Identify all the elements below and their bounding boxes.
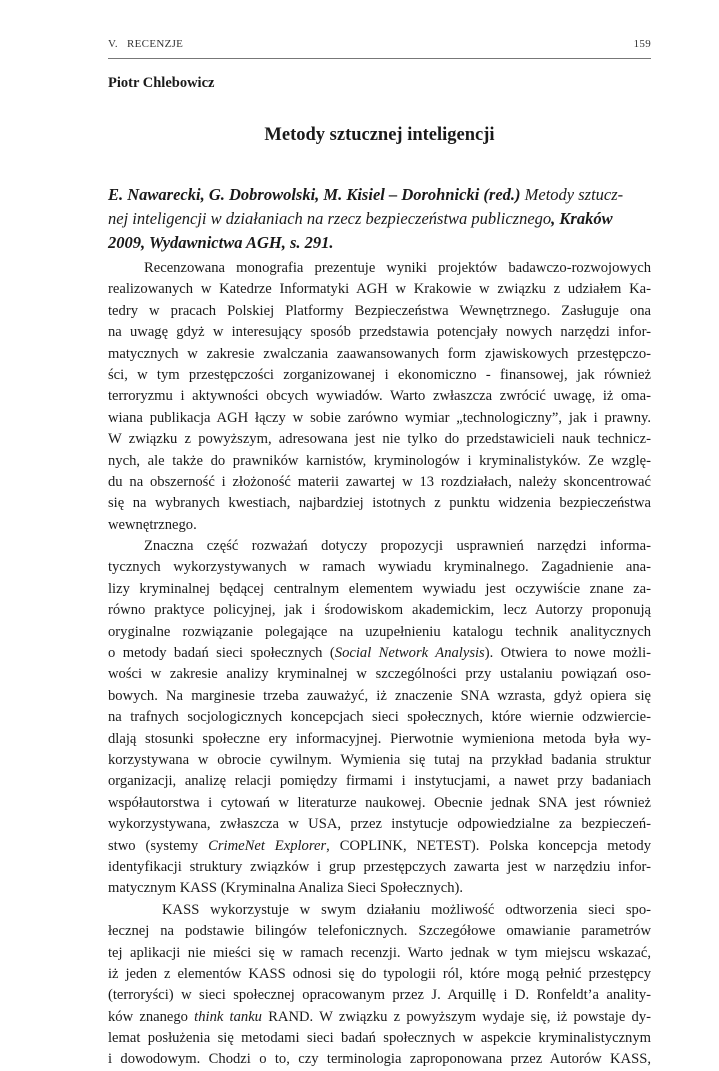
text-line: tycznych wykorzystywanych w ramach wywiadu kryminalnego. Zagadnienie ana- bbox=[108, 559, 651, 576]
text-line bbox=[108, 1007, 651, 1028]
text-line: tedry w pracach Polskiej Platformy Bezpieczeństwa Wewnętrznego. Zasługuje ona bbox=[108, 302, 651, 319]
text-line: Znaczna część rozważań dotyczy propozycji usprawnień narzędzi informa- bbox=[144, 538, 651, 555]
text-line: (terroryści) w sieci społecznej opracowanym przez J. Arquillę i D. Ronfeldt’a anality- bbox=[108, 987, 651, 1004]
text-line: na uwagę gdyż w interesujący sposób przedstawia potencjały nowych narzędzi infor- bbox=[108, 324, 651, 341]
citation-title-part-1: Metody sztucz- bbox=[520, 185, 624, 204]
citation-place: , Kraków bbox=[551, 209, 613, 228]
text-line: bowych. Na marginesie trzeba zauważyć, iż znaczenie SNA wzrasta, gdyż opiera się bbox=[108, 687, 651, 704]
paragraph-3 bbox=[108, 900, 651, 1071]
text-line: wości w zakresie analizy kryminalnej w szczególności przy ustalaniu powiązań oso- bbox=[108, 666, 651, 683]
text-run: stwo (systemy bbox=[108, 837, 209, 854]
text-line: korzystywana w obrocie cywilnym. Wymienia się tutaj na przykład badania struktur bbox=[108, 751, 651, 768]
text-run: , COPLINK, NETEST). Polska koncepcja metody bbox=[326, 837, 651, 854]
citation-line-1 bbox=[108, 183, 651, 207]
italic-term-crimenet: CrimeNet Explorer bbox=[208, 837, 327, 854]
text-line: matycznych w zakresie zwalczania zaawansowanych form zjawiskowych przestępczo- bbox=[108, 345, 651, 362]
text-line: identyfikacji struktury związków i grup przestępczych zawarta jest w narzędziu infor- bbox=[108, 858, 651, 875]
text-run: ków znanego bbox=[108, 1008, 195, 1025]
text-run: ). Otwiera to nowe możli- bbox=[484, 645, 651, 662]
review-title: Metody sztucznej inteligencji bbox=[264, 125, 495, 145]
citation-authors: E. Nawarecki, G. Dobrowolski, M. Kisiel – Dorohnicki (red.) bbox=[108, 185, 521, 204]
text-line: matycznym KASS (Kryminalna Analiza Sieci Społecznych). bbox=[108, 880, 464, 897]
citation-publisher: 2009, Wydawnictwa AGH, s. 291. bbox=[108, 233, 334, 252]
text-line: i dowodowym. Chodzi o to, czy terminologia zaproponowana przez Autorów KASS, bbox=[108, 1051, 651, 1068]
text-line bbox=[108, 836, 651, 857]
text-line: iż jeden z elementów KASS odnosi się do typologii ról, które mogą pełnić przestępcy bbox=[108, 965, 651, 982]
text-line: się na wybranych kwestiach, najbardziej istotnych z punktu widzenia bezpieczeństwa bbox=[108, 495, 651, 512]
citation-line-2 bbox=[108, 207, 651, 231]
text-line: nych, ale także do prawników karnistów, kryminologów i kryminalistyków. Ze wzglę- bbox=[108, 452, 651, 469]
text-line: lizy kryminalnej będącej centralnym elementem wywiadu jest oczywiście znane za- bbox=[108, 580, 651, 597]
header-rule bbox=[108, 58, 651, 59]
text-line: KASS wykorzystuje w swym działaniu możliwość odtworzenia sieci spo- bbox=[162, 901, 651, 918]
citation-line-3 bbox=[108, 231, 651, 255]
text-line: wewnętrznego. bbox=[108, 516, 197, 533]
italic-term-think-tank: think tanku bbox=[194, 1008, 262, 1025]
text-line: łecznej na podstawie bilingów telefonicznych. Szczegółowe omawianie parametrów bbox=[108, 923, 651, 940]
text-line: oryginalne rozwiązanie polegające na uzupełnieniu katalogu technik analitycznych bbox=[108, 623, 651, 640]
review-author: Piotr Chlebowicz bbox=[108, 75, 215, 91]
running-header bbox=[108, 38, 651, 50]
text-line: du na obszerność i złożoność materii zawartej w 13 rozdziałach, należy skoncentrować bbox=[108, 473, 651, 490]
section-label: V. RECENZJE bbox=[108, 38, 184, 50]
text-line: wiana publikacja AGH łączy w sobie zarówno wymiar „technologiczny”, jak i prawny. bbox=[108, 409, 651, 426]
text-run: RAND. W związku z powyższym wydaje się, iż powstaje dy- bbox=[261, 1008, 651, 1025]
review-body bbox=[108, 258, 651, 1071]
text-line: Recenzowana monografia prezentuje wyniki projektów badawczo-rozwojowych bbox=[144, 260, 651, 276]
text-line: ści, w tym przestępczości zorganizowanej i ekonomiczno - finansowej, jak również bbox=[108, 366, 651, 383]
text-line: lemat posłużenia się metodami sieci badań społecznych w aspekcie kryminalistycznym bbox=[108, 1030, 651, 1047]
text-run: o metody badań sieci społecznych ( bbox=[108, 645, 335, 662]
text-line: wykorzystywana, zwłaszcza w USA, przez instytucje odpowiedzialne za bezpieczeń- bbox=[108, 816, 651, 833]
text-line: równo praktyce policyjnej, jak i środowiskom akademickim, lecz Autorzy proponują bbox=[108, 602, 651, 619]
italic-term-sna: Social Network Analysis bbox=[334, 645, 485, 662]
text-line: realizowanych w Katedrze Informatyki AGH w Krakowie w związku z udziałem Ka- bbox=[108, 281, 651, 298]
page-number: 159 bbox=[633, 38, 651, 50]
text-line bbox=[108, 643, 651, 664]
paragraph-2 bbox=[108, 536, 651, 900]
text-line: terroryzmu i aktywności obcych wywiadów. Warto zwłaszcza zwrócić uwagę, iż oma- bbox=[108, 388, 651, 405]
text-line: współautorstwa i cytowań w literaturze naukowej. Obecnie jednak SNA jest również bbox=[108, 794, 651, 811]
paragraph-1 bbox=[108, 258, 651, 536]
text-line: na trafnych socjologicznych koncepcjach sieci społecznych, które wiernie odzwiercie- bbox=[108, 709, 651, 726]
text-line: organizacji, analizę relacji pomiędzy firmami i instytucjami, a nawet przy badaniach bbox=[108, 773, 651, 790]
text-line: W związku z powyższym, adresowana jest nie tylko do przedstawicieli nauk technicz- bbox=[108, 431, 651, 448]
text-line: dlają stosunki społeczne ery informacyjnej. Pierwotnie wymieniona metoda była wy- bbox=[108, 730, 651, 747]
book-citation bbox=[108, 183, 651, 255]
citation-title-part-2: nej inteligencji w działaniach na rzecz bezpieczeństwa publicznego bbox=[108, 209, 552, 228]
text-line: tej aplikacji nie mieści się w ramach recenzji. Warto jednak w tym miejscu wskazać, bbox=[108, 944, 651, 961]
